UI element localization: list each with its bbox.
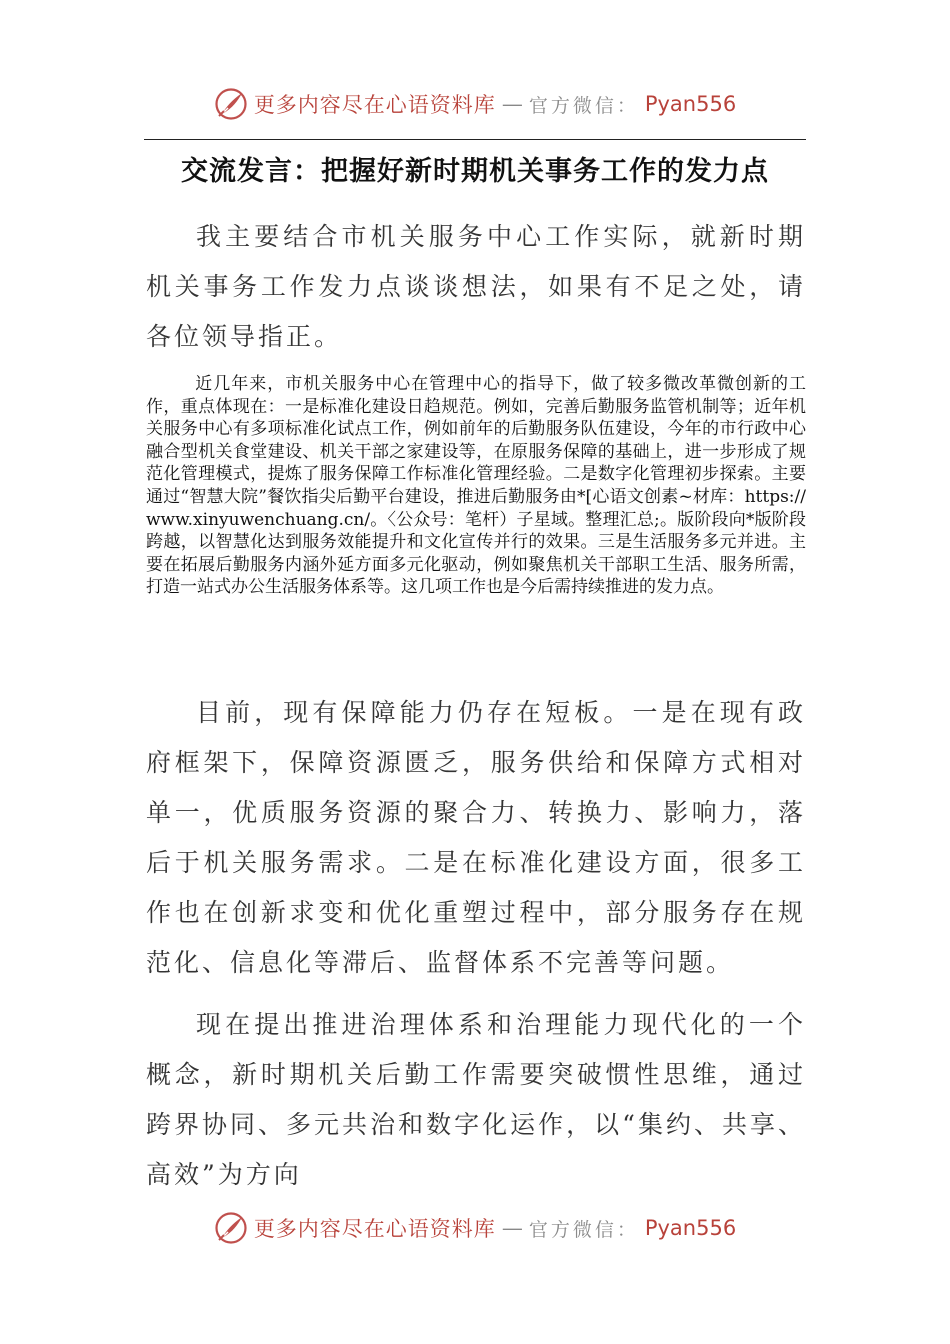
banner-wechat-label: 官方微信： <box>528 1218 639 1241</box>
banner-wechat-id: Pyan556 <box>644 92 737 116</box>
paragraph-achievements: 近几年来，市机关服务中心在管理中心的指导下，做了较多微改革微创新的工作，重点体现在：一是标准化建设日趋规范。例如，完善后勤服务监管机制等；近年机关服务中心有多项标准化试点工作，例如前年的后勤服务队伍建设，今年的市行政中心融合型机关食堂建设、机关干部之家建设等，在原服务保障的基础上，进一步形成了规范化管理模式，提炼了服务保障工作标准化管理经验。二是数字化管理初步探索。主要通过“智慧大院”餐饮指尖后勤平台建设，推进后勤服务由*[心语文创素~材库：https://www.xinyuwenchuang.cn/。〈公众号：笔杆）子星域。整理汇总;。版阶段向*版阶段跨越，以智慧化达到服务效能提升和文化宣传并行的效果。三是生活服务多元并进。主要在拓展后勤服务内涵外延方面多元化驱动，例如聚焦机关干部职工生活、服务所需，打造一站式办公生活服务体系等。这几项工作也是今后需持续推进的发力点。 <box>146 374 806 598</box>
document-title: 交流发言：把握好新时期机关事务工作的发力点 <box>181 156 769 187</box>
banner-wechat-label: 官方微信： <box>528 94 639 117</box>
paragraph-shortcomings: 目前，现有保障能力仍存在短板。一是在现有政府框架下，保障资源匮乏，服务供给和保障方式相对单一，优质服务资源的聚合力、转换力、影响力，落后于机关服务需求。二是在标准化建设方面，很多工作也在创新求变和优化重塑过程中，部分服务存在规范化、信息化等滞后、监督体系不完善等问题。 <box>146 698 806 977</box>
paragraph-opening: 我主要结合市机关服务中心工作实际，就新时期机关事务工作发力点谈谈想法，如果有不足之处，请各位领导指正。 <box>146 222 806 351</box>
header-banner <box>0 84 950 124</box>
banner-separator: — <box>501 1216 523 1240</box>
banner-separator: — <box>501 92 523 116</box>
paragraph-modernization: 现在提出推进治理体系和治理能力现代化的一个概念，新时期机关后勤工作需要突破惯性思维，通过跨界协同、多元共治和数字化运作，以“集约、共享、高效”为方向 <box>146 1010 806 1189</box>
banner-wechat-id: Pyan556 <box>644 1216 737 1240</box>
banner-main-text: 更多内容尽在心语资料库 <box>253 1217 496 1241</box>
quill-pen-logo-icon <box>214 1211 248 1245</box>
footer-banner <box>0 1208 950 1248</box>
banner-main-text: 更多内容尽在心语资料库 <box>253 93 496 117</box>
header-divider <box>144 139 806 140</box>
quill-pen-logo-icon <box>214 87 248 121</box>
